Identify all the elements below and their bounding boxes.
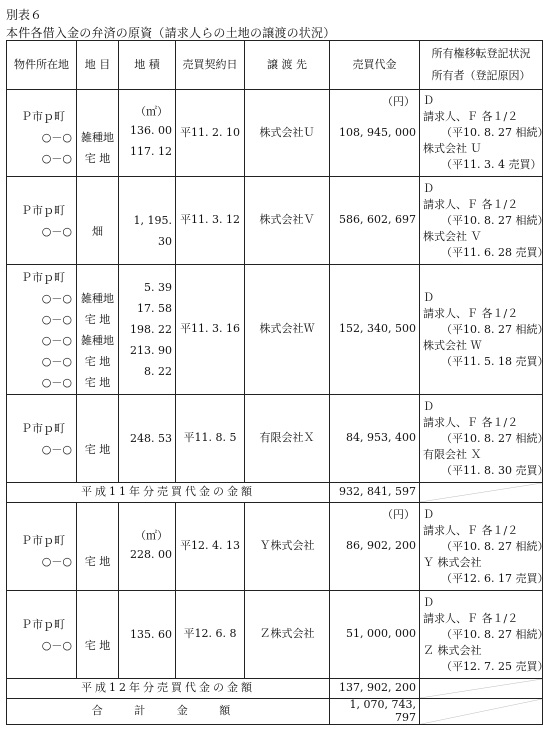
parcel-category: 雑種地 xyxy=(81,333,114,347)
registry-line: （平10. 8. 27 相続） xyxy=(441,322,548,336)
buyer-name: 株式会社Ｕ xyxy=(245,90,330,177)
subtotal-h11-blank xyxy=(420,483,543,503)
header-contract-date: 売買契約日 xyxy=(176,41,245,90)
category-cell xyxy=(77,503,119,591)
blank-line xyxy=(77,106,118,127)
registry-line: （平10. 8. 27 相続） xyxy=(441,431,548,445)
grand-total-label: 合 計 金 額 xyxy=(7,699,330,725)
area-cell xyxy=(119,395,176,483)
subtotal-h12-blank xyxy=(420,679,543,699)
price-cell xyxy=(330,90,420,177)
registry-line: （平12. 6. 17 売買） xyxy=(441,571,548,585)
document-label: 別表６ xyxy=(6,8,43,22)
header-price: 売買代金 xyxy=(330,41,420,90)
transfer-row xyxy=(7,90,543,177)
parcel-category: 宅 地 xyxy=(84,151,111,165)
category-cell xyxy=(77,265,119,395)
location-cell xyxy=(7,591,77,679)
registry-line: Ｄ xyxy=(423,399,434,413)
registry-line: （平10. 8. 27 相続） xyxy=(441,213,548,227)
location-cell xyxy=(7,265,77,395)
parcel-category: 宅 地 xyxy=(84,375,111,389)
registry-cell xyxy=(420,591,548,679)
parcel-area: 1, 195. 30 xyxy=(133,214,172,248)
transfer-row xyxy=(7,395,543,483)
transfer-row xyxy=(7,591,543,679)
header-registry xyxy=(420,41,543,90)
sale-price: 86, 902, 200 xyxy=(346,539,416,553)
area-cell xyxy=(119,265,176,395)
buyer-name: 有限会社Ｘ xyxy=(245,395,330,483)
parcel-category: 雑種地 xyxy=(81,291,114,305)
price-unit: （円） xyxy=(382,508,415,521)
contract-date: 平11. 2. 10 xyxy=(176,90,245,177)
location-city: Ｐ市ｐ町 xyxy=(21,270,65,284)
location-lot: ○－○ xyxy=(41,224,72,238)
location-lot: ○－○ xyxy=(41,375,72,389)
location-lot: ○－○ xyxy=(41,291,72,305)
buyer-name: 株式会社Ｗ xyxy=(245,265,330,395)
parcel-area: 135. 60 xyxy=(130,628,172,641)
area-unit: （㎡） xyxy=(135,529,168,542)
price-cell xyxy=(330,265,420,395)
location-cell xyxy=(7,503,77,591)
registry-line: 請求人、Ｆ 各１/２ xyxy=(423,110,519,123)
category-cell xyxy=(77,395,119,483)
registry-line: 株式会社 Ｕ xyxy=(423,142,482,155)
registry-line: 請求人、Ｆ 各１/２ xyxy=(423,611,519,625)
registry-line: 株式会社 Ｗ xyxy=(423,338,482,352)
area-cell xyxy=(119,177,176,265)
header-registry-line1: 所有権移転登記状況 xyxy=(431,47,531,60)
price-unit: （円） xyxy=(382,95,415,108)
registry-line: （平11. 8. 30 売買） xyxy=(441,463,548,477)
parcel-area: 5. 39 xyxy=(144,281,172,294)
transfer-row xyxy=(7,177,543,265)
location-cell xyxy=(7,90,77,177)
subtotal-h12-label: 平成12年分売買代金の金額 xyxy=(7,679,330,699)
parcel-area: 228. 00 xyxy=(130,548,172,561)
transfer-row xyxy=(7,503,543,591)
subtotal-h12-value: 137, 902, 200 xyxy=(330,679,420,699)
registry-line: 請求人、Ｆ 各１/２ xyxy=(423,197,519,211)
diagonal-strike xyxy=(420,679,542,698)
registry-line: （平12. 7. 25 売買） xyxy=(441,659,548,673)
grand-total-row xyxy=(7,699,543,725)
location-lot: ○－○ xyxy=(41,554,72,568)
location-lot: ○－○ xyxy=(41,442,72,456)
location-cell xyxy=(7,395,77,483)
location-city: Ｐ市ｐ町 xyxy=(21,533,65,547)
parcel-category: 畑 xyxy=(92,224,103,238)
location-city: Ｐ市ｐ町 xyxy=(21,617,65,631)
subtotal-h11-row xyxy=(7,483,543,503)
registry-line: Ｄ xyxy=(423,290,434,304)
location-city: Ｐ市ｐ町 xyxy=(21,109,65,123)
diagonal-strike xyxy=(420,699,542,724)
price-cell xyxy=(330,177,420,265)
location-lot: ○－○ xyxy=(41,333,72,347)
price-cell xyxy=(330,591,420,679)
registry-line: （平11. 5. 18 売買） xyxy=(441,354,548,368)
price-cell xyxy=(330,503,420,591)
sale-price: 51, 000, 000 xyxy=(346,627,416,641)
registry-line: Ｄ xyxy=(423,94,434,107)
subtotal-h11-value: 932, 841, 597 xyxy=(330,483,420,503)
parcel-category: 宅 地 xyxy=(84,638,111,652)
contract-date: 平11. 3. 12 xyxy=(176,177,245,265)
header-area: 地 積 xyxy=(119,41,176,90)
location-lot: ○－○ xyxy=(41,130,72,144)
category-cell xyxy=(77,90,119,177)
blank-line xyxy=(77,530,118,551)
buyer-name: 株式会社Ｖ xyxy=(245,177,330,265)
header-category: 地 目 xyxy=(77,41,119,90)
contract-date: 平11. 3. 16 xyxy=(176,265,245,395)
parcel-area: 198. 22 xyxy=(130,323,172,336)
sale-price: 84, 953, 400 xyxy=(346,431,416,445)
area-unit: （㎡） xyxy=(135,105,168,118)
grand-total-blank xyxy=(420,699,543,725)
category-cell xyxy=(77,177,119,265)
area-cell xyxy=(119,591,176,679)
parcel-category: 宅 地 xyxy=(84,312,111,326)
registry-line: Ｄ xyxy=(423,595,434,609)
parcel-area: 8. 22 xyxy=(144,365,172,378)
subtotal-h12-row xyxy=(7,679,543,699)
sale-price: 586, 602, 697 xyxy=(339,213,416,227)
buyer-name: Ｙ株式会社 xyxy=(245,503,330,591)
registry-cell xyxy=(420,90,548,177)
area-cell xyxy=(119,503,176,591)
location-lot: ○－○ xyxy=(41,638,72,652)
location-lot: ○－○ xyxy=(41,312,72,326)
unit-spacer xyxy=(77,98,118,106)
parcel-area: 136. 00 xyxy=(130,124,172,137)
location-city: Ｐ市ｐ町 xyxy=(21,203,65,217)
registry-cell xyxy=(420,177,548,265)
buyer-name: Ｚ株式会社 xyxy=(245,591,330,679)
parcel-category: 宅 地 xyxy=(84,354,111,368)
diagonal-strike xyxy=(420,483,542,502)
contract-date: 平12. 6. 8 xyxy=(176,591,245,679)
parcel-category: 宅 地 xyxy=(84,442,111,456)
unit-spacer xyxy=(77,522,118,530)
blank-line xyxy=(77,200,118,221)
parcel-area: 248. 53 xyxy=(130,432,172,445)
registry-line: Ｙ 株式会社 xyxy=(423,555,482,569)
registry-line: 株式会社 Ｖ xyxy=(423,229,482,243)
registry-line: 請求人、Ｆ 各１/２ xyxy=(423,523,519,537)
registry-line: Ｄ xyxy=(423,507,434,521)
blank-line xyxy=(77,267,118,288)
registry-line: （平11. 6. 28 売買） xyxy=(441,245,548,259)
registry-cell xyxy=(420,395,548,483)
registry-line: 請求人、Ｆ 各１/２ xyxy=(423,306,519,320)
subtotal-h11-label: 平成11年分売買代金の金額 xyxy=(7,483,330,503)
registry-line: 有限会社 Ｘ xyxy=(423,447,482,461)
location-lot: ○－○ xyxy=(41,151,72,165)
land-transfer-table xyxy=(6,40,548,725)
transfer-row xyxy=(7,265,543,395)
parcel-area: 17. 58 xyxy=(137,302,172,315)
registry-cell xyxy=(420,265,548,395)
category-cell xyxy=(77,591,119,679)
registry-line: Ｄ xyxy=(423,181,434,195)
blank-line xyxy=(77,418,118,439)
contract-date: 平11. 8. 5 xyxy=(176,395,245,483)
registry-line: （平11. 3. 4 売買） xyxy=(441,158,542,171)
location-lot: ○－○ xyxy=(41,354,72,368)
parcel-category: 雑種地 xyxy=(81,130,114,144)
sale-price: 108, 945, 000 xyxy=(339,125,416,139)
header-registry-line2: 所有者（登記原因） xyxy=(431,69,531,82)
header-row xyxy=(7,41,543,90)
blank-line xyxy=(77,614,118,635)
contract-date: 平12. 4. 13 xyxy=(176,503,245,591)
grand-total-value: 1, 070, 743, 797 xyxy=(330,699,420,725)
unit-spacer xyxy=(7,98,76,106)
registry-line: （平10. 8. 27 相続） xyxy=(441,627,548,641)
location-city: Ｐ市ｐ町 xyxy=(21,421,65,435)
registry-line: （平10. 8. 27 相続） xyxy=(441,126,548,139)
registry-line: （平10. 8. 27 相続） xyxy=(441,539,548,553)
registry-line: 請求人、Ｆ 各１/２ xyxy=(423,415,519,429)
area-cell xyxy=(119,90,176,177)
parcel-area: 213. 90 xyxy=(130,344,172,357)
header-location: 物件所在地 xyxy=(7,41,77,90)
parcel-category: 宅 地 xyxy=(84,554,111,568)
price-cell xyxy=(330,395,420,483)
registry-line: Ｚ 株式会社 xyxy=(423,643,482,657)
document-title: 本件各借入金の弁済の原資（請求人らの土地の譲渡の状況） xyxy=(6,26,336,40)
parcel-area: 117. 12 xyxy=(130,145,172,158)
registry-cell xyxy=(420,503,548,591)
unit-spacer xyxy=(7,522,76,530)
header-buyer: 譲 渡 先 xyxy=(245,41,330,90)
location-cell xyxy=(7,177,77,265)
sale-price: 152, 340, 500 xyxy=(339,322,416,336)
